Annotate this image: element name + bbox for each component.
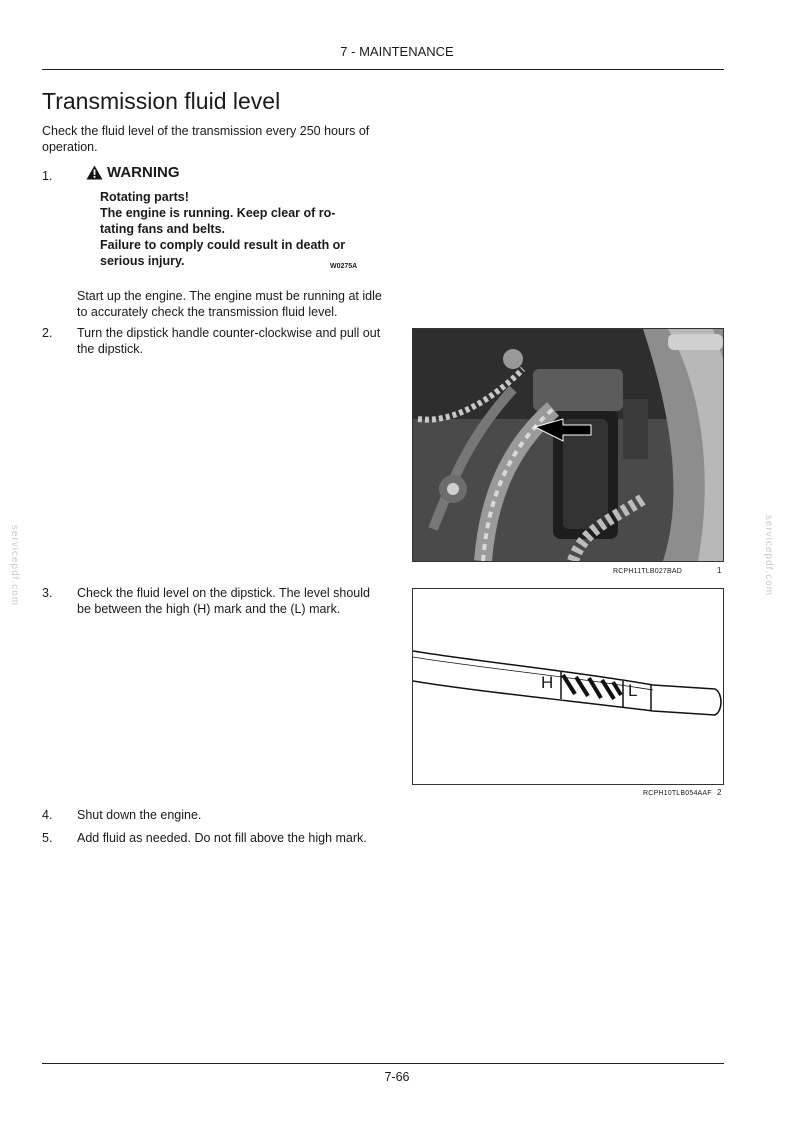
step-4-number: 4. [42,808,53,822]
engine-illustration [413,329,723,561]
page-number: 7-66 [384,1070,410,1084]
warning-line: The engine is running. Keep clear of ro- [100,206,336,220]
page-title: Transmission fluid level [42,88,281,114]
watermark-right: servicepdf.com [763,514,775,597]
warning-code: W0275A [330,263,358,270]
header-rule [42,69,724,70]
watermark-left: servicepdf.com [9,524,21,607]
low-mark-label: L [628,681,638,700]
warning-line: serious injury. [100,254,185,268]
footer-rule [42,1063,724,1064]
high-mark-label: H [541,673,554,692]
figure-2-code: RCPH10TLB054AAF [643,790,712,797]
warning-line: Failure to comply could result in death or [100,238,346,252]
step-2-number: 2. [42,326,53,340]
warning-line: Rotating parts! [100,190,189,204]
warning-heading [86,164,180,181]
figure-engine-photo [412,328,724,562]
step-4-text: Shut down the engine. [77,808,202,822]
section-header: 7 - MAINTENANCE [340,44,454,59]
figure-1-code: RCPH11TLB027BAD [613,568,683,575]
step-1-text: Start up the engine. The engine must be running at idle to accurately check the transmission fluid level. [77,289,382,319]
step-3-text: Check the fluid level on the dipstick. The level should be between the high (H) mark and the (L) mark. [77,586,370,616]
step-5-number: 5. [42,831,53,845]
dipstick-illustration [413,589,723,784]
step-1-number: 1. [42,169,53,183]
step-2-text: Turn the dipstick handle counter-clockwise and pull out the dipstick. [77,326,381,356]
figure-dipstick [412,588,724,785]
warning-message [100,189,370,269]
warning-line: tating fans and belts. [100,222,226,236]
step-5-text: Add fluid as needed. Do not fill above the high mark. [77,831,367,845]
intro-text: Check the fluid level of the transmission every 250 hours of operation. [42,124,370,154]
warning-heading-label: WARNING [107,164,180,181]
figure-2-number: 2 [717,788,722,797]
step-3-number: 3. [42,586,53,600]
warning-triangle-icon [86,165,103,180]
figure-1-number: 1 [717,566,722,575]
